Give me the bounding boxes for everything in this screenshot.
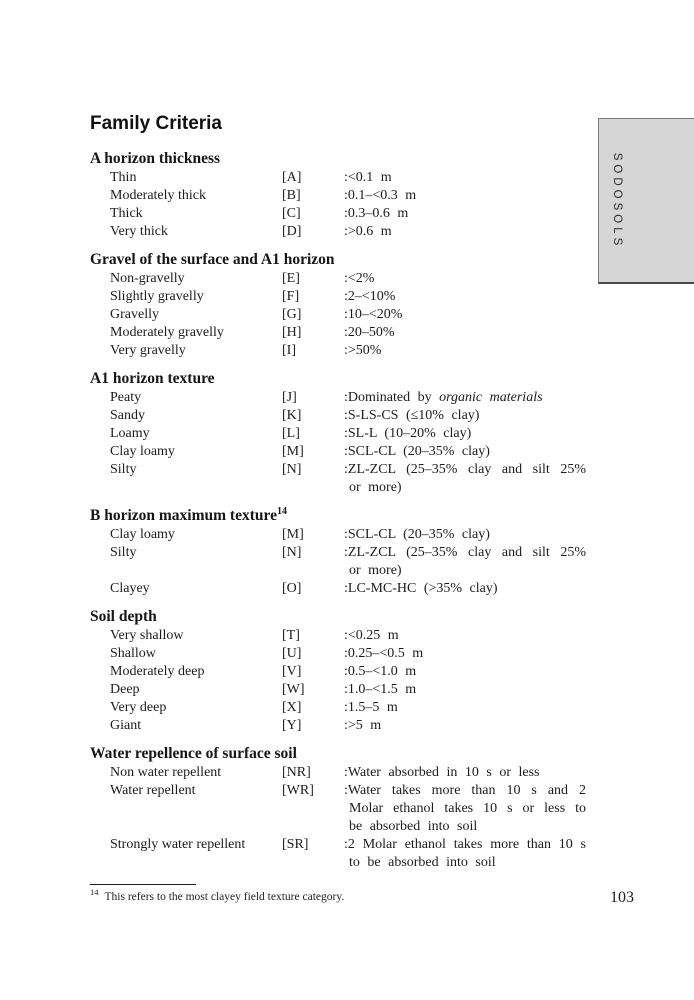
- section: [90, 369, 606, 497]
- criterion-code: [M]: [282, 444, 304, 459]
- criterion-description: :<0.1 m: [344, 170, 392, 185]
- criterion-code: [SR]: [282, 837, 309, 852]
- section-heading-text: A1 horizon texture: [90, 370, 215, 387]
- page-title: Family Criteria: [90, 113, 222, 134]
- criterion-code: [M]: [282, 527, 304, 542]
- criteria-row: [90, 306, 606, 324]
- page-content: [90, 112, 606, 872]
- criteria-row: [90, 526, 606, 544]
- criterion-code: [H]: [282, 325, 302, 340]
- criterion-code: [A]: [282, 170, 302, 185]
- criterion-code: [X]: [282, 700, 302, 715]
- criteria-list: [90, 149, 606, 872]
- criteria-row: [90, 389, 606, 407]
- criterion-description: :LC-MC-HC (>35% clay): [344, 581, 498, 596]
- criteria-row: [90, 342, 606, 360]
- criterion-description: :1.5–5 m: [344, 700, 398, 715]
- criterion-label: Clayey: [110, 581, 150, 596]
- section-heading-text: Water repellence of surface soil: [90, 745, 297, 762]
- criteria-row: [90, 699, 606, 717]
- section-heading-text: Gravel of the surface and A1 horizon: [90, 251, 335, 268]
- criterion-description: [344, 389, 586, 407]
- section: [90, 250, 606, 360]
- criterion-code: [N]: [282, 545, 302, 560]
- criterion-description: :ZL-ZCL (25–35% clay and silt 25% or more): [344, 545, 586, 578]
- criterion-code: [Y]: [282, 718, 302, 733]
- criterion-label: Very gravelly: [110, 343, 186, 358]
- criterion-code: [NR]: [282, 765, 311, 780]
- criteria-row: [90, 187, 606, 205]
- criterion-label: Silty: [110, 462, 137, 477]
- criterion-label: Shallow: [110, 646, 156, 661]
- criterion-code: [K]: [282, 408, 302, 423]
- criteria-row: [90, 443, 606, 461]
- criteria-row: [90, 425, 606, 443]
- criterion-label: Sandy: [110, 408, 145, 423]
- criterion-description: :SCL-CL (20–35% clay): [344, 444, 490, 459]
- criterion-description: :ZL-ZCL (25–35% clay and silt 25% or more): [344, 462, 586, 495]
- criteria-row: [90, 169, 606, 187]
- criterion-description: :>50%: [344, 343, 382, 358]
- criterion-description-italic: organic materials: [439, 390, 543, 405]
- criterion-description: :0.3–0.6 m: [344, 206, 409, 221]
- criteria-row: [90, 461, 606, 497]
- section-heading-text: Soil depth: [90, 608, 157, 625]
- criterion-label: Deep: [110, 682, 140, 697]
- section-heading: [90, 250, 606, 269]
- criterion-label: Very thick: [110, 224, 168, 239]
- section-heading-text: B horizon maximum texture: [90, 507, 277, 524]
- criterion-label: Water repellent: [110, 783, 196, 798]
- criterion-code: [E]: [282, 271, 300, 286]
- criterion-description: :10–<20%: [344, 307, 403, 322]
- criterion-description: :20–50%: [344, 325, 395, 340]
- criterion-label: Non water repellent: [110, 765, 222, 780]
- criterion-description: :0.5–<1.0 m: [344, 664, 417, 679]
- criterion-label: Clay loamy: [110, 527, 175, 542]
- section-heading: [90, 369, 606, 388]
- criteria-row: [90, 544, 606, 580]
- criterion-code: [V]: [282, 664, 302, 679]
- criterion-label: Thick: [110, 206, 143, 221]
- criterion-description: :Water absorbed in 10 s or less: [344, 765, 540, 780]
- section-heading: [90, 149, 606, 168]
- criterion-label: Thin: [110, 170, 137, 185]
- criterion-code: [J]: [282, 390, 297, 405]
- criterion-code: [D]: [282, 224, 302, 239]
- sodosols-tab-label: SODOSOLS: [611, 152, 623, 249]
- criterion-label: Giant: [110, 718, 142, 733]
- criterion-label: Moderately deep: [110, 664, 205, 679]
- criterion-code: [F]: [282, 289, 300, 304]
- criterion-code: [I]: [282, 343, 296, 358]
- criterion-label: Gravelly: [110, 307, 159, 322]
- section-heading-text: A horizon thickness: [90, 150, 221, 167]
- criterion-code: [B]: [282, 188, 301, 203]
- criterion-label: Loamy: [110, 426, 150, 441]
- section: [90, 149, 606, 241]
- criterion-label: Moderately gravelly: [110, 325, 224, 340]
- criterion-label: Strongly water repellent: [110, 837, 246, 852]
- criterion-label: Slightly gravelly: [110, 289, 204, 304]
- criterion-code: [C]: [282, 206, 301, 221]
- criteria-row: [90, 223, 606, 241]
- criterion-description: :<0.25 m: [344, 628, 399, 643]
- sodosols-tab: [598, 118, 694, 284]
- criterion-description: :SCL-CL (20–35% clay): [344, 527, 490, 542]
- section-heading: [90, 744, 606, 763]
- section: [90, 607, 606, 735]
- criterion-label: Very shallow: [110, 628, 184, 643]
- page-number: 103: [610, 889, 634, 906]
- criterion-code: [G]: [282, 307, 302, 322]
- criterion-description: :<2%: [344, 271, 375, 286]
- criterion-label: Peaty: [110, 390, 142, 405]
- criterion-label: Silty: [110, 545, 137, 560]
- criterion-description: :>5 m: [344, 718, 382, 733]
- footnote-ref: 14: [276, 505, 287, 517]
- criterion-description: :Water takes more than 10 s and 2 Molar ethanol takes 10 s or less to be absorbed into soil: [344, 783, 586, 834]
- criterion-description-text: :Dominated by: [344, 390, 440, 405]
- criteria-row: [90, 407, 606, 425]
- footnote-divider: [90, 884, 196, 885]
- criteria-row: [90, 580, 606, 598]
- criterion-description: :1.0–<1.5 m: [344, 682, 417, 697]
- footnote-marker: 14: [90, 887, 99, 898]
- criteria-row: [90, 836, 606, 872]
- criteria-row: [90, 663, 606, 681]
- criterion-description: :SL-L (10–20% clay): [344, 426, 472, 441]
- criteria-row: [90, 764, 606, 782]
- criterion-code: [O]: [282, 581, 302, 596]
- criteria-row: [90, 645, 606, 663]
- criteria-row: [90, 681, 606, 699]
- criterion-description: :0.1–<0.3 m: [344, 188, 417, 203]
- criterion-code: [W]: [282, 682, 305, 697]
- criteria-row: [90, 627, 606, 645]
- footnote-text: This refers to the most clayey field texture category.: [104, 891, 345, 903]
- criteria-row: [90, 324, 606, 342]
- criteria-row: [90, 782, 606, 836]
- criteria-row: [90, 270, 606, 288]
- criterion-description: :>0.6 m: [344, 224, 392, 239]
- criterion-code: [L]: [282, 426, 300, 441]
- criterion-code: [T]: [282, 628, 300, 643]
- criterion-label: Non-gravelly: [110, 271, 185, 286]
- section: [90, 744, 606, 872]
- criterion-description: :2 Molar ethanol takes more than 10 s to be absorbed into soil: [344, 837, 586, 870]
- section: [90, 506, 606, 598]
- criteria-row: [90, 288, 606, 306]
- criterion-code: [WR]: [282, 783, 314, 798]
- criterion-description: :S-LS-CS (≤10% clay): [344, 408, 480, 423]
- footnote: [90, 884, 520, 904]
- section-heading: [90, 607, 606, 626]
- criterion-code: [U]: [282, 646, 302, 661]
- section-heading: [90, 506, 606, 525]
- criterion-label: Moderately thick: [110, 188, 207, 203]
- criterion-description: :2–<10%: [344, 289, 396, 304]
- criteria-row: [90, 205, 606, 223]
- criterion-code: [N]: [282, 462, 302, 477]
- criteria-row: [90, 717, 606, 735]
- criterion-description: :0.25–<0.5 m: [344, 646, 424, 661]
- criterion-label: Very deep: [110, 700, 167, 715]
- criterion-label: Clay loamy: [110, 444, 175, 459]
